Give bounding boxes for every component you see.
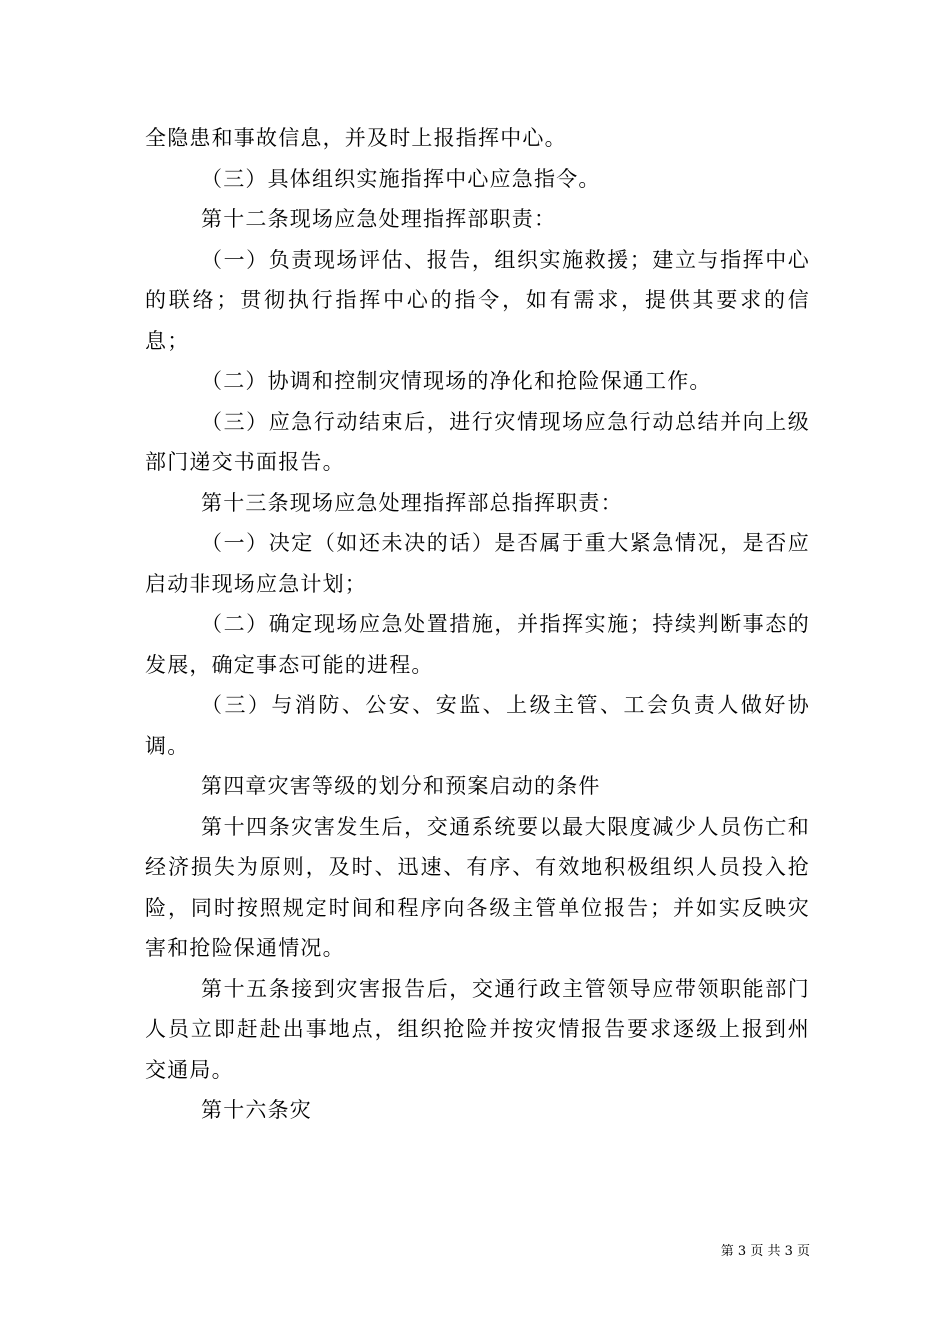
- paragraph: （三）应急行动结束后，进行灾情现场应急行动总结并向上级部门递交书面报告。: [145, 409, 810, 474]
- paragraph: （二）协调和控制灾情现场的净化和抢险保通工作。: [201, 369, 712, 393]
- paragraph: （三）具体组织实施指挥中心应急指令。: [201, 166, 601, 191]
- paragraph: （三）与消防、公安、安监、上级主管、工会负责人做好协调。: [145, 693, 810, 758]
- paragraph: （一）决定（如还未决的话）是否属于重大紧急情况，是否应启动非现场应急计划；: [145, 531, 810, 596]
- paragraph: 第十三条现场应急处理指挥部总指挥职责：: [201, 490, 623, 515]
- paragraph: （二）确定现场应急处置措施，并指挥实施；持续判断事态的发展，确定事态可能的进程。: [145, 612, 810, 677]
- paragraph: 第十六条灾: [201, 1098, 312, 1122]
- document-body: [145, 118, 810, 1131]
- paragraph: 第十四条灾害发生后，交通系统要以最大限度减少人员伤亡和经济损失为原则，及时、迅速、有序、有效地积极组织人员投入抢险，同时按照规定时间和程序向各级主管单位报告；并如实反映灾害和抢险保通情况。: [145, 814, 810, 960]
- paragraph: 第十二条现场应急处理指挥部职责：: [201, 207, 557, 231]
- paragraph: 第十五条接到灾害报告后，交通行政主管领导应带领职能部门人员立即赶赴出事地点，组织抢险并按灾情报告要求逐级上报到州交通局。: [145, 976, 810, 1082]
- paragraph: （一）负责现场评估、报告，组织实施救援；建立与指挥中心的联络；贯彻执行指挥中心的指令，如有需求，提供其要求的信息；: [145, 247, 810, 353]
- chapter-heading: 第四章灾害等级的划分和预案启动的条件: [201, 774, 601, 798]
- paragraph: 全隐患和事故信息，并及时上报指挥中心。: [145, 126, 567, 150]
- page-number-footer: 第 3 页 共 3 页: [720, 1244, 810, 1259]
